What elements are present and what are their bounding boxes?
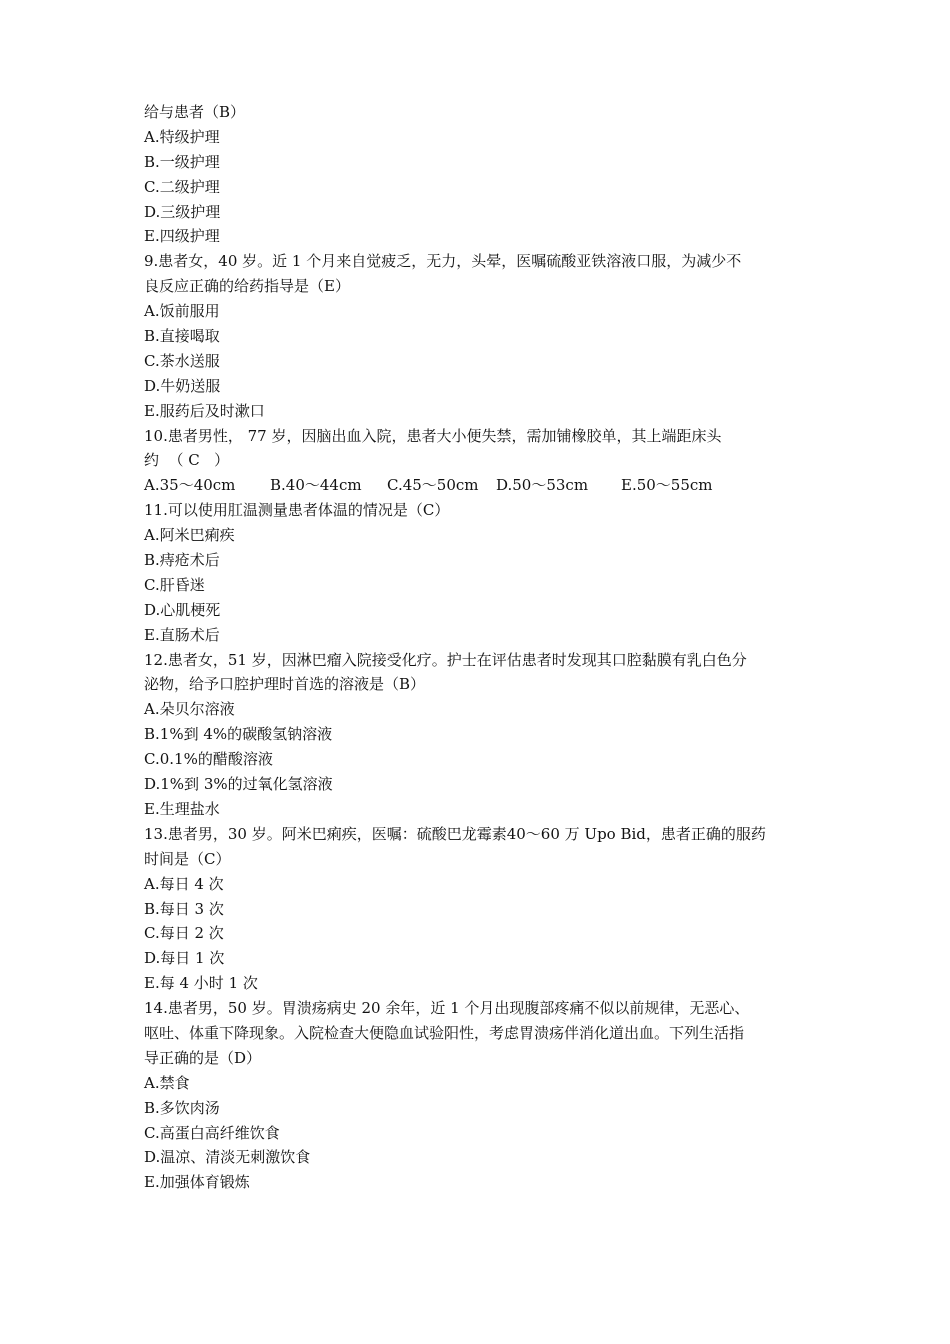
question-12-line-1: 12.患者女，51 岁，因淋巴瘤入院接受化疗。护士在评估患者时发现其口腔黏膜有乳白色分 [144,650,747,669]
question-13-line-2: 时间是（C） [144,849,231,868]
document-page [144,100,824,1195]
q11-option-b: B.痔疮术后 [144,551,220,570]
q11-option-d: D.心肌梗死 [144,600,221,619]
q14-option-b: B.多饮肉汤 [144,1098,220,1117]
q14-option-d: D.温凉、清淡无刺激饮食 [144,1148,311,1167]
q8-option-b: B.一级护理 [144,152,220,171]
question-12-line-2: 泌物，给予口腔护理时首选的溶液是（B） [144,675,426,694]
q8-option-c: C.二级护理 [144,177,220,196]
q9-option-c: C.茶水送服 [144,351,220,370]
q10-option-d: D.50～53cm [496,476,589,495]
question-9-line-2: 良反应正确的给药指导是（E） [144,277,350,296]
question-9-line-1: 9.患者女，40 岁。近 1 个月来自觉疲乏，无力，头晕，医嘱硫酸亚铁溶液口服，为减少不 [144,252,742,271]
q10-option-b: B.40～44cm [270,476,362,495]
q13-option-d: D.每日 1 次 [144,949,225,968]
q9-option-a: A.饭前服用 [144,302,220,321]
q9-option-b: B.直接喝取 [144,327,220,346]
q12-option-e: E.生理盐水 [144,799,220,818]
q10-options-row [144,473,824,498]
question-8-tail: 给与患者（B） [144,103,246,121]
q14-option-c: C.高蛋白高纤维饮食 [144,1123,280,1142]
q14-option-e: E.加强体育锻炼 [144,1173,250,1192]
question-14-line-3: 导正确的是（D） [144,1048,262,1067]
question-10-line-1: 10.患者男性， 77 岁，因脑出血入院，患者大小便失禁，需加铺橡胶单，其上端距床头 [144,426,722,445]
q13-option-e: E.每 4 小时 1 次 [144,974,258,993]
q10-option-e: E.50～55cm [621,476,713,495]
q12-option-d: D.1%到 3%的过氧化氢溶液 [144,775,333,794]
q13-option-a: A.每日 4 次 [144,874,224,893]
q10-option-c: C.45～50cm [387,476,479,495]
q12-option-a: A.朵贝尔溶液 [144,700,235,719]
q12-option-c: C.0.1%的醋酸溶液 [144,750,273,769]
q9-option-d: D.牛奶送服 [144,376,221,395]
question-14-line-1: 14.患者男，50 岁。胃溃疡病史 20 余年，近 1 个月出现腹部疼痛不似以前规律，无恶心、 [144,999,750,1018]
q11-option-a: A.阿米巴痢疾 [144,526,235,545]
q14-option-a: A.禁食 [144,1073,190,1092]
question-11-line-1: 11.可以使用肛温测量患者体温的情况是（C） [144,501,450,520]
q8-option-a: A.特级护理 [144,127,220,146]
q13-option-c: C.每日 2 次 [144,924,224,943]
q13-option-b: B.每日 3 次 [144,899,224,918]
question-13-line-1: 13.患者男，30 岁。阿米巴痢疾，医嘱：硫酸巴龙霉素40～60 万 Upo Bid，患者正确的服药 [144,824,766,843]
q8-option-e: E.四级护理 [144,227,220,246]
q12-option-b: B.1%到 4%的碳酸氢钠溶液 [144,725,333,744]
q11-option-c: C.肝昏迷 [144,575,205,594]
question-14-line-2: 呕吐、体重下降现象。入院检查大便隐血试验阳性，考虑胃溃疡伴消化道出血。下列生活指 [144,1023,745,1042]
q9-option-e: E.服药后及时漱口 [144,401,265,420]
q10-option-a: A.35～40cm [144,476,236,495]
question-10-line-2: 约 （ C ） [144,451,230,470]
q11-option-e: E.直肠术后 [144,625,220,644]
q8-option-d: D.三级护理 [144,202,221,221]
